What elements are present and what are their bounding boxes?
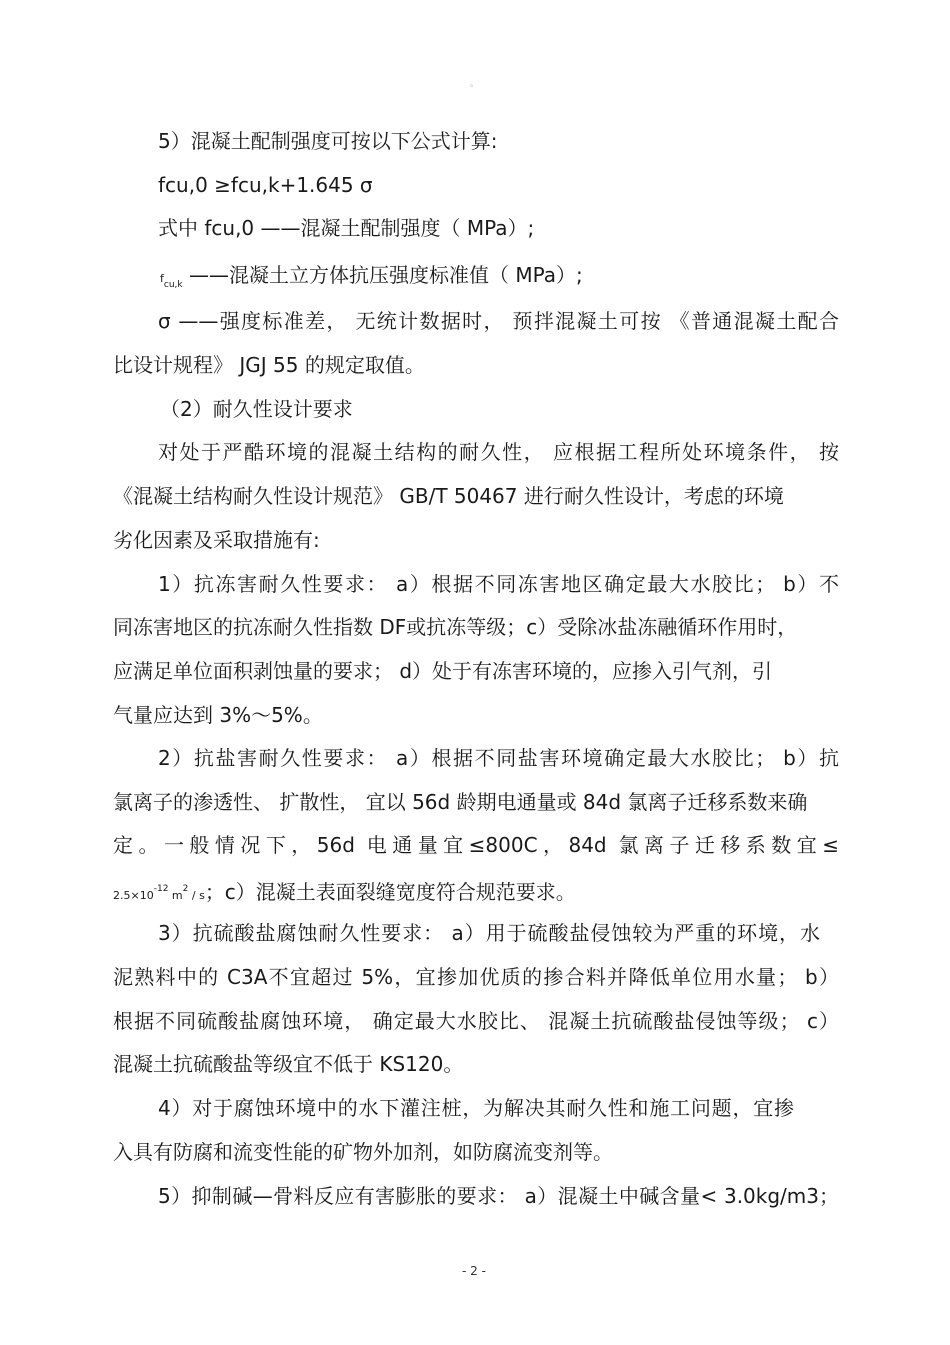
text-line-23: 4）对于腐蚀环境中的水下灌注桩，为解决其耐久性和施工问题，宜掺 [158, 1096, 794, 1120]
text-line-4 [160, 262, 583, 298]
text-line-13: 应满足单位面积剥蚀量的要求； d）处于有冻害环境的，应掺入引气剂，引 [113, 659, 773, 683]
text-line-3: 式中 fcu,0 ——混凝土配制强度（ MPa）; [158, 216, 535, 240]
text-line-10: 劣化因素及采取措施有: [113, 528, 320, 552]
coefficient-value: 2.5×10 [113, 889, 154, 902]
text-line-4-body: ——混凝土立方体抗压强度标准值（ MPa）; [188, 263, 583, 287]
text-line-12: 同冻害地区的抗冻耐久性指数 DF或抗冻等级；c）受除冰盐冻融循环作用时， [113, 615, 798, 639]
text-line-9: 《混凝土结构耐久性设计规范》 GB/T 50467 进行耐久性设计，考虑的环境 [113, 484, 784, 508]
exponent-2: 2 [182, 884, 189, 894]
page-top-mark: 。 [470, 79, 478, 88]
text-line-8: 对处于严酷环境的混凝土结构的耐久性， 应根据工程所处环境条件， 按 [158, 440, 839, 464]
symbol-f: f [160, 272, 164, 285]
text-line-17: 定。一般情况下，56d 电通量宜≤800C，84d 氯离子迁移系数宜≤ [113, 833, 839, 857]
text-line-14: 气量应达到 3%～5%。 [113, 703, 323, 727]
text-line-24: 入具有防腐和流变性能的矿物外加剂，如防腐流变剂等。 [113, 1140, 613, 1164]
unit-s: / s [188, 889, 205, 902]
text-line-25: 5）抑制碱—骨料反应有害膨胀的要求： a）混凝土中碱含量< 3.0kg/m3； [158, 1184, 839, 1208]
text-line-15: 2）抗盐害耐久性要求： a）根据不同盐害环境确定最大水胶比； b）抗 [158, 746, 839, 770]
text-line-1: 5）混凝土配制强度可按以下公式计算: [158, 129, 498, 153]
unit-m: m [168, 889, 183, 902]
formula-line: fcu,0 ≥fcu,k+1.645 σ [158, 173, 373, 197]
text-line-6: 比设计规程》 JGJ 55 的规定取值。 [113, 353, 425, 377]
text-line-11: 1）抗冻害耐久性要求： a）根据不同冻害地区确定最大水胶比； b）不 [158, 572, 839, 596]
text-line-22: 混凝土抗硫酸盐等级宜不低于 KS120。 [113, 1052, 464, 1076]
section-heading: （2）耐久性设计要求 [160, 397, 353, 421]
page-number: - 2 - [462, 1264, 486, 1278]
text-line-18 [113, 876, 576, 909]
exponent: -12 [153, 884, 169, 894]
text-line-19: 3）抗硫酸盐腐蚀耐久性要求： a）用于硫酸盐侵蚀较为严重的环境，水 [158, 921, 820, 945]
text-line-18-body: ；c）混凝土表面裂缝宽度符合规范要求。 [204, 880, 576, 904]
text-line-21: 根据不同硫酸盐腐蚀环境， 确定最大水胶比、 混凝土抗硫酸盐侵蚀等级； c） [113, 1009, 839, 1033]
text-line-20: 泥熟料中的 C3A不宜超过 5%，宜掺加优质的掺合料并降低单位用水量； b） [113, 965, 839, 989]
text-line-16: 氯离子的渗透性、 扩散性， 宜以 56d 龄期电通量或 84d 氯离子迁移系数来确 [113, 790, 808, 814]
text-line-5: σ ——强度标准差， 无统计数据时， 预拌混凝土可按 《普通混凝土配合 [158, 309, 839, 333]
symbol-subscript: cu,k [163, 280, 183, 290]
